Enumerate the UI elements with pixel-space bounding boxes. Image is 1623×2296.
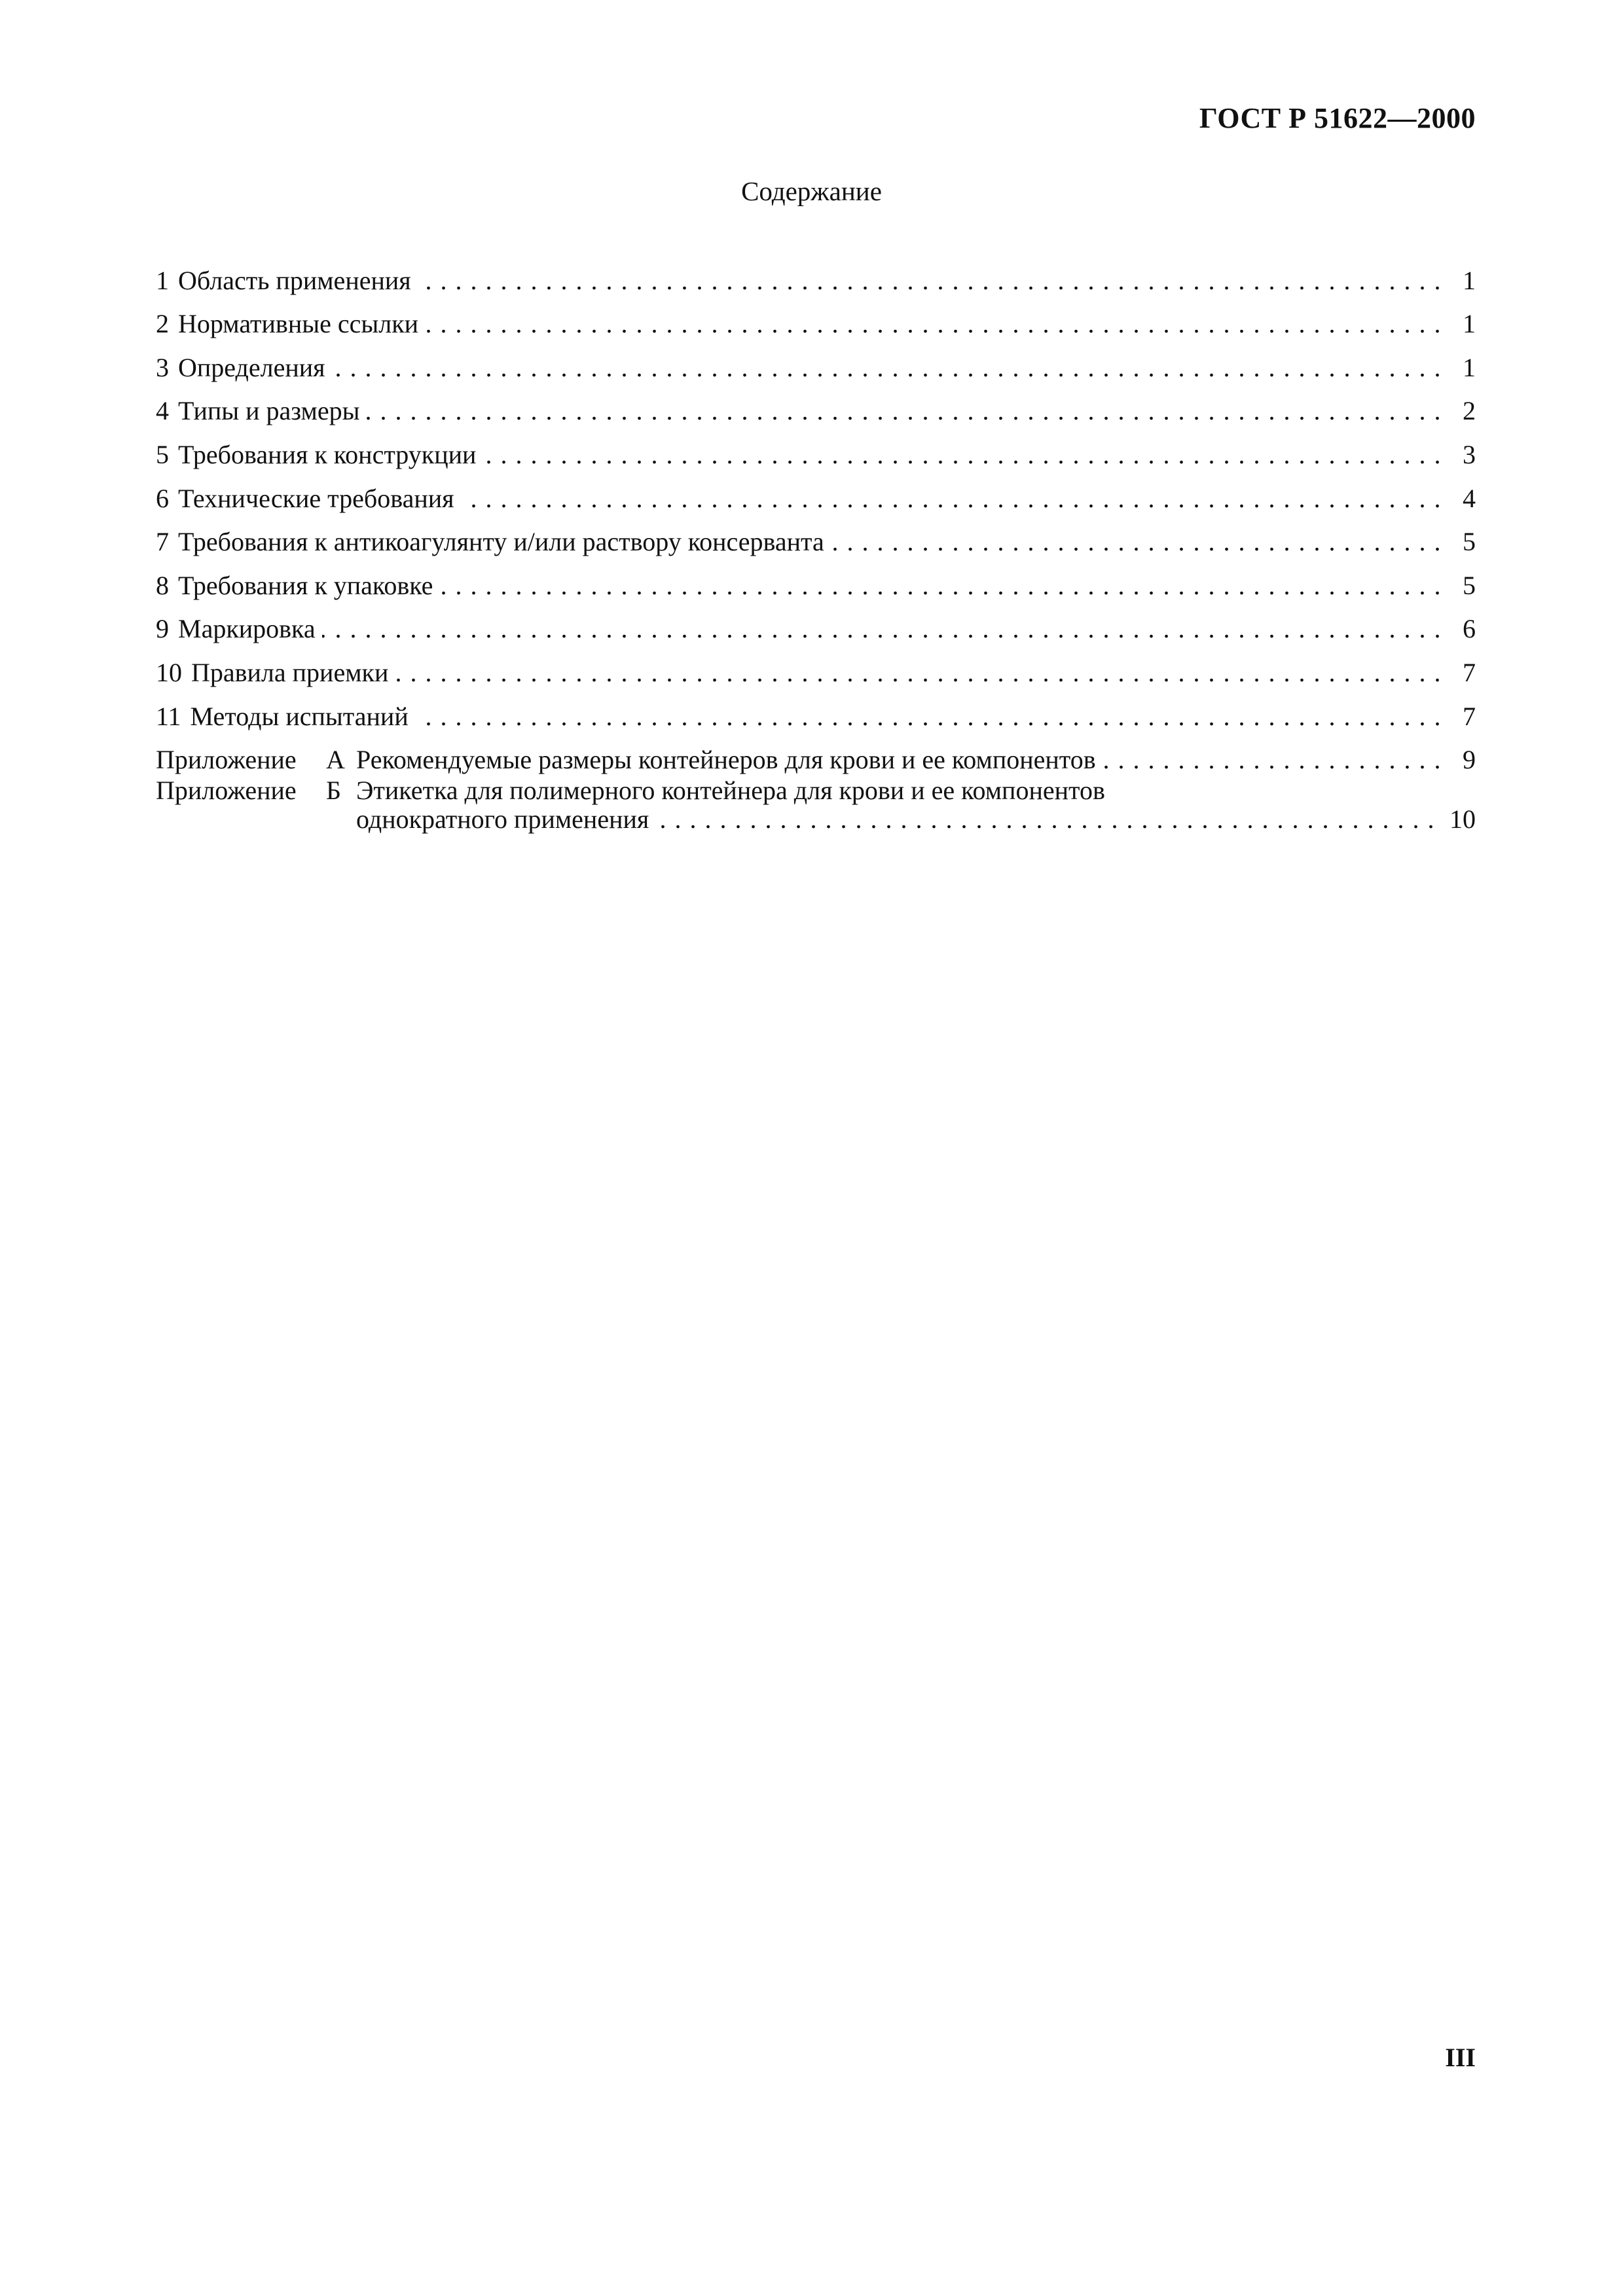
toc-item[interactable] xyxy=(156,469,1476,513)
toc-item-number: 8 xyxy=(156,570,169,600)
toc-item-number: 2 xyxy=(156,309,169,339)
toc-item[interactable] xyxy=(156,600,1476,644)
toc-appendix-b[interactable] xyxy=(156,776,1476,834)
appendix-page: 10 xyxy=(1450,804,1476,834)
toc-item[interactable] xyxy=(156,295,1476,339)
appendix-word: Приложение xyxy=(156,745,297,775)
toc-item-label: Область применения xyxy=(178,265,411,295)
toc-item-label: Маркировка xyxy=(178,614,316,644)
toc-item-label: Требования к антикоагулянту и/или раствору консерванта xyxy=(178,527,824,557)
toc-item[interactable] xyxy=(156,513,1476,557)
toc-item-page: 1 xyxy=(1463,309,1476,339)
toc-item-number: 5 xyxy=(156,439,169,469)
toc-item-label: Нормативные ссылки xyxy=(178,309,419,339)
toc-leader-dots xyxy=(418,266,1442,295)
toc-item[interactable] xyxy=(156,382,1476,426)
toc-item-number: 3 xyxy=(156,352,169,382)
table-of-contents xyxy=(156,251,1476,834)
toc-item-page: 6 xyxy=(1463,614,1476,644)
toc-item-page: 3 xyxy=(1463,439,1476,469)
toc-item-page: 2 xyxy=(1463,396,1476,426)
toc-item-number: 9 xyxy=(156,614,169,644)
toc-item-label: Методы испытаний xyxy=(190,701,409,731)
toc-leader-dots xyxy=(425,310,1442,338)
toc-leader-dots xyxy=(332,353,1442,382)
appendix-letter: Б xyxy=(326,776,341,806)
toc-item-number: 1 xyxy=(156,265,169,295)
toc-item-label: Типы и размеры xyxy=(178,396,360,426)
appendix-label-line2: однократного применения xyxy=(356,804,649,834)
page-number: III xyxy=(1445,2043,1476,2072)
toc-leader-dots xyxy=(395,658,1442,687)
toc-title: Содержание xyxy=(741,176,882,206)
toc-item[interactable] xyxy=(156,687,1476,731)
toc-item-label: Правила приемки xyxy=(191,657,389,687)
toc-item[interactable] xyxy=(156,643,1476,687)
toc-item-label: Требования к конструкции xyxy=(178,439,477,469)
toc-appendix-a[interactable] xyxy=(156,731,1476,775)
toc-leader-dots xyxy=(322,615,1442,643)
toc-item-page: 5 xyxy=(1463,527,1476,557)
toc-item-page: 7 xyxy=(1463,701,1476,731)
toc-item-page: 1 xyxy=(1463,265,1476,295)
toc-item-page: 1 xyxy=(1463,352,1476,382)
toc-leader-dots xyxy=(439,571,1442,600)
appendix-page: 9 xyxy=(1463,745,1476,775)
appendix-label-line1: Этикетка для полимерного контейнера для крови и ее компонентов xyxy=(356,776,1105,806)
toc-item[interactable] xyxy=(156,338,1476,382)
toc-item-label: Определения xyxy=(178,352,325,382)
toc-item-label: Технические требования xyxy=(178,483,454,513)
toc-item-number: 4 xyxy=(156,396,169,426)
toc-leader-dots xyxy=(483,440,1442,469)
document-code-header: ГОСТ Р 51622—2000 xyxy=(1199,102,1476,134)
toc-leader-dots xyxy=(831,528,1442,556)
toc-item[interactable] xyxy=(156,425,1476,469)
toc-item-number: 11 xyxy=(156,701,181,731)
toc-leader-dots xyxy=(1103,745,1442,774)
toc-item-page: 5 xyxy=(1463,570,1476,600)
toc-item-number: 10 xyxy=(156,657,182,687)
toc-item[interactable] xyxy=(156,556,1476,600)
appendix-word: Приложение xyxy=(156,776,297,806)
toc-item[interactable] xyxy=(156,251,1476,295)
appendix-label: Рекомендуемые размеры контейнеров для крови и ее компонентов xyxy=(356,745,1096,775)
toc-leader-dots xyxy=(415,702,1442,731)
toc-leader-dots xyxy=(461,484,1442,513)
toc-item-label: Требования к упаковке xyxy=(178,570,433,600)
toc-item-page: 7 xyxy=(1463,657,1476,687)
toc-leader-dots xyxy=(366,397,1442,425)
toc-item-number: 7 xyxy=(156,527,169,557)
toc-item-page: 4 xyxy=(1463,483,1476,513)
toc-leader-dots xyxy=(655,805,1435,834)
toc-item-number: 6 xyxy=(156,483,169,513)
appendix-letter: А xyxy=(326,745,345,775)
